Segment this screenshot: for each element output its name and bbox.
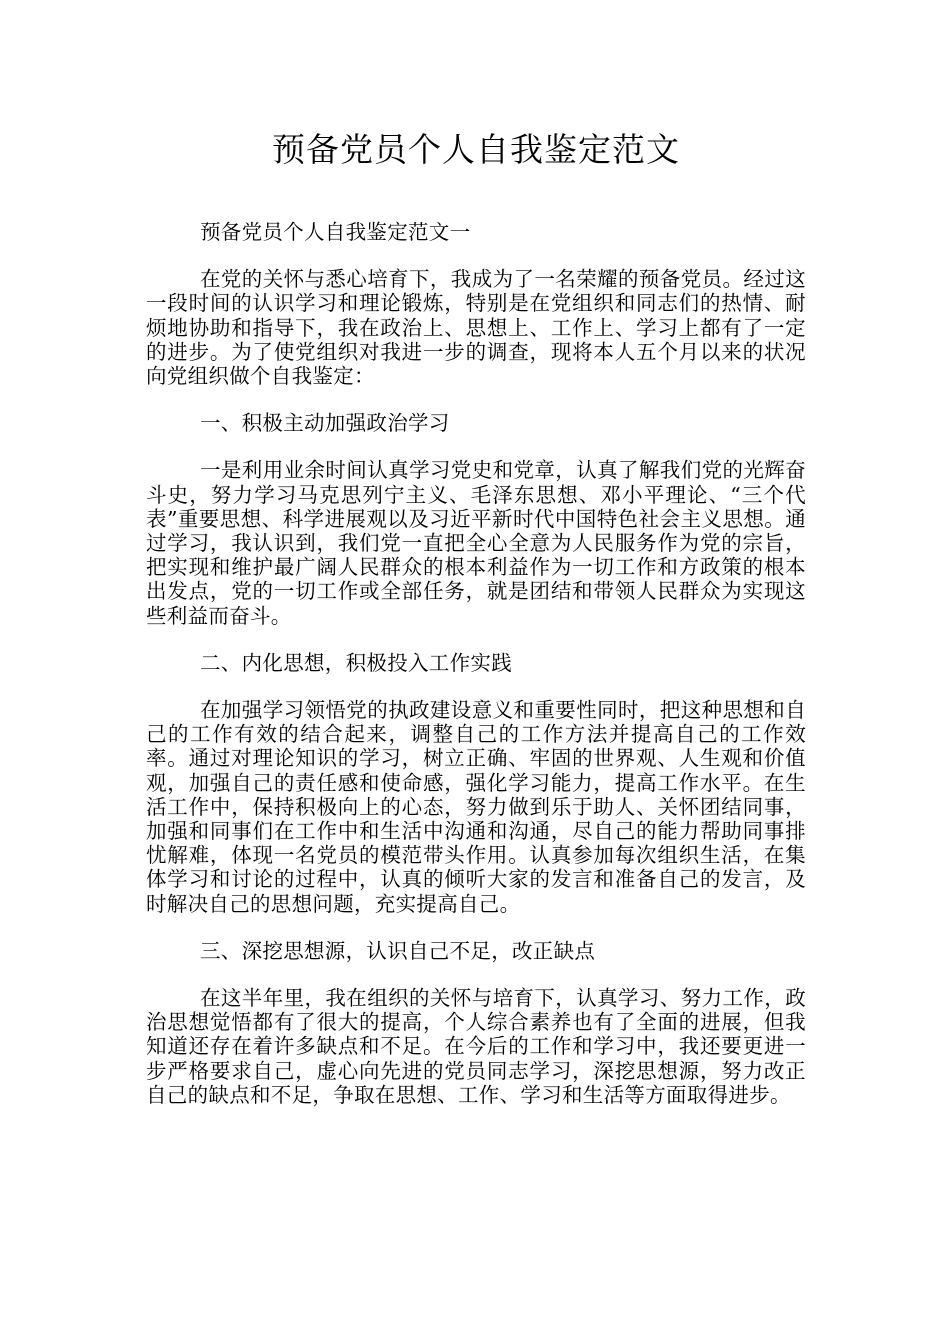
document-page <box>146 128 806 1130</box>
section-body-3: 在这半年里，我在组织的关怀与培育下，认真学习、努力工作，政治思想觉悟都有了很大的提高，个人综合素养也有了全面的进展，但我知道还存在着许多缺点和不足。在今后的工作和学习中，我还要更进一步严格要求自己，虚心向先进的党员同志学习，深挖思想源，努力改正自己的缺点和不足，争取在思想、工作、学习和生活等方面取得进步。 <box>146 986 806 1107</box>
intro-paragraph: 在党的关怀与悉心培育下，我成为了一名荣耀的预备党员。经过这一段时间的认识学习和理论锻炼，特别是在党组织和同志们的热情、耐烦地协助和指导下，我在政治上、思想上、工作上、学习上都有了一定的进步。为了使党组织对我进一步的调查，现将本人五个月以来的状况向党组织做个自我鉴定： <box>146 267 806 389</box>
section-body-1: 一是利用业余时间认真学习党史和党章，认真了解我们党的光辉奋斗史，努力学习马克思列宁主义、毛泽东思想、邓小平理论、“三个代表”重要思想、科学进展观以及习近平新时代中国特色社会主义思想。通过学习，我认识到，我们党一直把全心全意为人民服务作为党的宗旨，把实现和维护最广阔人民群众的根本利益作为一切工作和方政策的根本出发点，党的一切工作或全部任务，就是团结和带领人民群众为实现这些利益而奋斗。 <box>146 458 806 628</box>
section-body-2: 在加强学习领悟党的执政建设意义和重要性同时，把这种思想和自己的工作有效的结合起来，调整自己的工作方法并提高自己的工作效率。通过对理论知识的学习，树立正确、牢固的世界观、人生观和价值观，加强自己的责任感和使命感，强化学习能力，提高工作水平。在生活工作中，保持积极向上的心态，努力做到乐于助人、关怀团结同事，加强和同事们在工作中和生活中沟通和沟通，尽自己的能力帮助同事排忧解难，体现一名党员的模范带头作用。认真参加每次组织生活，在集体学习和讨论的过程中，认真的倾听大家的发言和准备自己的发言，及时解决自己的思想问题，充实提高自己。 <box>146 698 806 916</box>
section-heading-1: 一、积极主动加强政治学习 <box>200 411 450 436</box>
section-heading-2: 二、内化思想，积极投入工作实践 <box>200 650 512 675</box>
section-heading-3: 三、深挖思想源，认识自己不足，改正缺点 <box>200 938 596 963</box>
document-subtitle: 预备党员个人自我鉴定范文一 <box>200 220 471 244</box>
document-title: 预备党员个人自我鉴定范文 <box>272 130 680 169</box>
